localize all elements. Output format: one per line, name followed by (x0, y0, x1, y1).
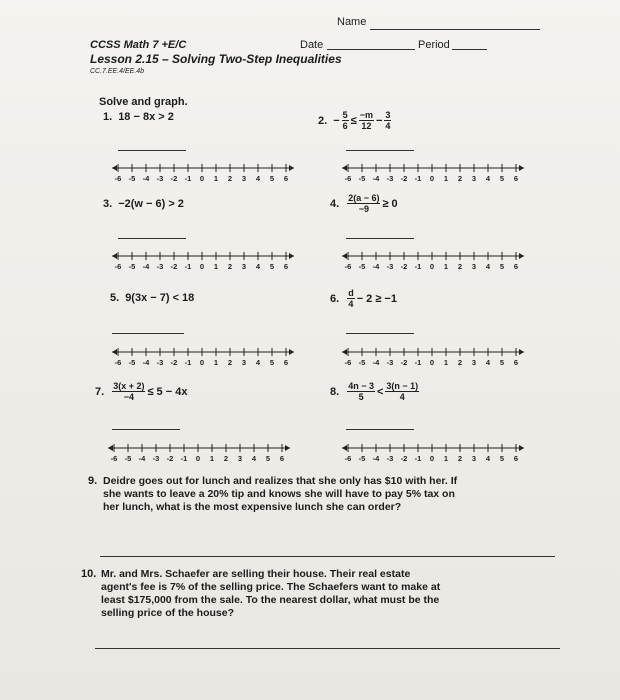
problem-9-number: 9. (88, 475, 98, 487)
right-arrow-icon (519, 165, 524, 171)
tick-label: 6 (283, 358, 289, 367)
tick-label: -6 (114, 262, 122, 271)
tick-label: 5 (269, 262, 275, 271)
tick-label: 5 (265, 454, 271, 463)
tick-label: -1 (414, 358, 422, 367)
tick-label: -3 (156, 262, 164, 271)
problem-8: 8. $\frac{4n - 3}{5}$ < $\frac{3(n - 1)}{4}$ (330, 381, 419, 402)
left-arrow-icon (342, 445, 347, 451)
tick-label: -6 (344, 262, 352, 271)
tick-label: -1 (414, 174, 422, 183)
tick-label: -4 (142, 358, 150, 367)
right-arrow-icon (289, 165, 294, 171)
tick-label: 0 (429, 454, 435, 463)
answer-blank-7[interactable] (112, 429, 180, 430)
tick-label: -6 (344, 358, 352, 367)
tick-label: 0 (199, 358, 205, 367)
left-arrow-icon (342, 253, 347, 259)
tick-label: 2 (457, 454, 463, 463)
tick-label: 2 (223, 454, 229, 463)
tick-label: -5 (358, 262, 366, 271)
number-line-4[interactable] (340, 248, 526, 272)
tick-label: 3 (471, 262, 477, 271)
problem-5: 5. 9(3x − 7) < 18 (110, 292, 195, 304)
tick-label: -4 (372, 454, 380, 463)
tick-label: -4 (138, 454, 146, 463)
answer-blank-8[interactable] (346, 429, 414, 430)
tick-label: -2 (400, 358, 408, 367)
tick-label: -3 (156, 174, 164, 183)
answer-blank-2[interactable] (346, 150, 414, 151)
tick-label: -5 (358, 358, 366, 367)
tick-label: 3 (237, 454, 243, 463)
tick-label: 0 (195, 454, 201, 463)
number-line-2[interactable] (340, 160, 526, 184)
period-label: Period (418, 39, 450, 51)
standards-code: CC.7.EE.4/EE.4b (90, 68, 145, 75)
tick-label: -4 (372, 358, 380, 367)
tick-label: 3 (471, 358, 477, 367)
problem-4: 4. $\frac{2(a - 6)}{-9}$ ≥ 0 (330, 193, 398, 214)
problem-10-text: Mr. and Mrs. Schaefer are selling their house. Their real estate agent's fee is 7% of the selling price. The Schaefers want to make at least $175,000 from the sale. To the nearest dollar, what must be the selling price of the house? (101, 568, 441, 619)
number-line-8[interactable] (340, 440, 526, 464)
tick-label: 2 (457, 174, 463, 183)
date-blank (327, 49, 415, 50)
tick-label: 4 (255, 262, 261, 271)
tick-label: 6 (513, 358, 519, 367)
name-label: Name (337, 16, 367, 28)
tick-label: -3 (386, 262, 394, 271)
tick-label: 0 (199, 174, 205, 183)
tick-label: 0 (429, 174, 435, 183)
period-blank (452, 49, 487, 50)
tick-label: 4 (485, 262, 491, 271)
right-arrow-icon (519, 349, 524, 355)
tick-label: 0 (429, 262, 435, 271)
tick-label: -4 (142, 262, 150, 271)
tick-label: 1 (213, 174, 219, 183)
tick-label: 2 (227, 358, 233, 367)
tick-label: 5 (499, 358, 505, 367)
tick-label: 2 (457, 262, 463, 271)
tick-label: -1 (184, 262, 192, 271)
course-label: CCSS Math 7 +E/C (90, 39, 187, 51)
number-line-6[interactable] (340, 344, 526, 368)
date-label: Date (300, 39, 324, 51)
tick-label: 1 (209, 454, 215, 463)
tick-label: -2 (170, 174, 178, 183)
tick-label: -2 (170, 358, 178, 367)
tick-label: -6 (344, 174, 352, 183)
tick-label: 4 (255, 174, 261, 183)
tick-label: -6 (114, 358, 122, 367)
tick-label: -5 (358, 454, 366, 463)
tick-label: -3 (152, 454, 160, 463)
left-arrow-icon (112, 253, 117, 259)
problem-2: 2. − $\frac{5}{6}$ ≤ $\frac{-m}{12}$ − $\frac{3}{4}$ (318, 110, 391, 131)
answer-blank-1[interactable] (118, 150, 186, 151)
tick-label: -2 (400, 262, 408, 271)
tick-label: -6 (114, 174, 122, 183)
instructions: Solve and graph. (99, 96, 188, 108)
tick-label: -5 (128, 358, 136, 367)
tick-label: 3 (241, 262, 247, 271)
tick-label: -5 (358, 174, 366, 183)
answer-blank-6[interactable] (346, 333, 414, 334)
left-arrow-icon (342, 165, 347, 171)
tick-label: -3 (386, 454, 394, 463)
tick-label: -3 (386, 358, 394, 367)
tick-label: 2 (227, 174, 233, 183)
tick-label: -6 (110, 454, 118, 463)
right-arrow-icon (289, 349, 294, 355)
tick-label: -4 (372, 262, 380, 271)
right-arrow-icon (285, 445, 290, 451)
tick-label: 1 (213, 262, 219, 271)
tick-label: -2 (400, 454, 408, 463)
tick-label: -4 (142, 174, 150, 183)
tick-label: -4 (372, 174, 380, 183)
problem-6: 6. $\frac{d}{4}$ − 2 ≥ −1 (330, 288, 397, 309)
problem-1: 1. 18 − 8x > 2 (103, 111, 174, 123)
tick-label: 6 (513, 262, 519, 271)
right-arrow-icon (289, 253, 294, 259)
number-line-1[interactable] (110, 160, 296, 184)
tick-label: 1 (443, 174, 449, 183)
tick-label: -1 (184, 174, 192, 183)
tick-label: 4 (485, 358, 491, 367)
left-arrow-icon (112, 165, 117, 171)
tick-label: 3 (471, 174, 477, 183)
tick-label: 6 (279, 454, 285, 463)
tick-label: 0 (429, 358, 435, 367)
tick-label: -5 (128, 262, 136, 271)
tick-label: 5 (269, 174, 275, 183)
problem-9-text: Deidre goes out for lunch and realizes that she only has $10 with her. If she wants to leave a 20% tip and knows she will have to pay 5% tax on her lunch, what is the most expensive lunch she can order? (103, 475, 458, 513)
tick-label: -3 (386, 174, 394, 183)
tick-label: 6 (283, 174, 289, 183)
name-blank (370, 29, 540, 30)
tick-label: 4 (485, 454, 491, 463)
left-arrow-icon (108, 445, 113, 451)
answer-blank-4[interactable] (346, 238, 414, 239)
number-line-5[interactable] (110, 344, 296, 368)
tick-label: 5 (499, 454, 505, 463)
tick-label: 6 (283, 262, 289, 271)
tick-label: -5 (124, 454, 132, 463)
right-arrow-icon (519, 445, 524, 451)
answer-blank-9[interactable] (100, 556, 555, 557)
tick-label: -2 (400, 174, 408, 183)
answer-blank-5[interactable] (112, 333, 184, 334)
tick-label: 2 (227, 262, 233, 271)
tick-label: -2 (166, 454, 174, 463)
tick-label: 1 (443, 358, 449, 367)
tick-label: 4 (255, 358, 261, 367)
tick-label: 5 (269, 358, 275, 367)
tick-label: 1 (443, 454, 449, 463)
left-arrow-icon (342, 349, 347, 355)
tick-label: 3 (241, 174, 247, 183)
tick-label: -3 (156, 358, 164, 367)
tick-label: 6 (513, 454, 519, 463)
tick-label: 0 (199, 262, 205, 271)
tick-label: 4 (251, 454, 257, 463)
answer-blank-3[interactable] (118, 238, 186, 239)
problem-10-number: 10. (81, 568, 97, 580)
tick-label: -2 (170, 262, 178, 271)
tick-label: 3 (471, 454, 477, 463)
answer-blank-10[interactable] (95, 648, 560, 649)
tick-label: 4 (485, 174, 491, 183)
tick-label: 1 (213, 358, 219, 367)
tick-label: 6 (513, 174, 519, 183)
tick-label: -5 (128, 174, 136, 183)
left-arrow-icon (112, 349, 117, 355)
tick-label: -1 (180, 454, 188, 463)
number-line-3[interactable] (110, 248, 296, 272)
tick-label: -1 (184, 358, 192, 367)
tick-label: 2 (457, 358, 463, 367)
lesson-title: Lesson 2.15 – Solving Two-Step Inequalities (90, 52, 342, 66)
problem-3: 3. −2(w − 6) > 2 (103, 198, 184, 210)
tick-label: 5 (499, 262, 505, 271)
right-arrow-icon (519, 253, 524, 259)
number-line-7[interactable] (106, 440, 292, 464)
tick-label: 5 (499, 174, 505, 183)
tick-label: 1 (443, 262, 449, 271)
tick-label: 3 (241, 358, 247, 367)
tick-label: -1 (414, 262, 422, 271)
tick-label: -6 (344, 454, 352, 463)
tick-label: -1 (414, 454, 422, 463)
problem-7: 7. $\frac{3(x + 2)}{-4}$ ≤ 5 − 4x (95, 381, 188, 402)
